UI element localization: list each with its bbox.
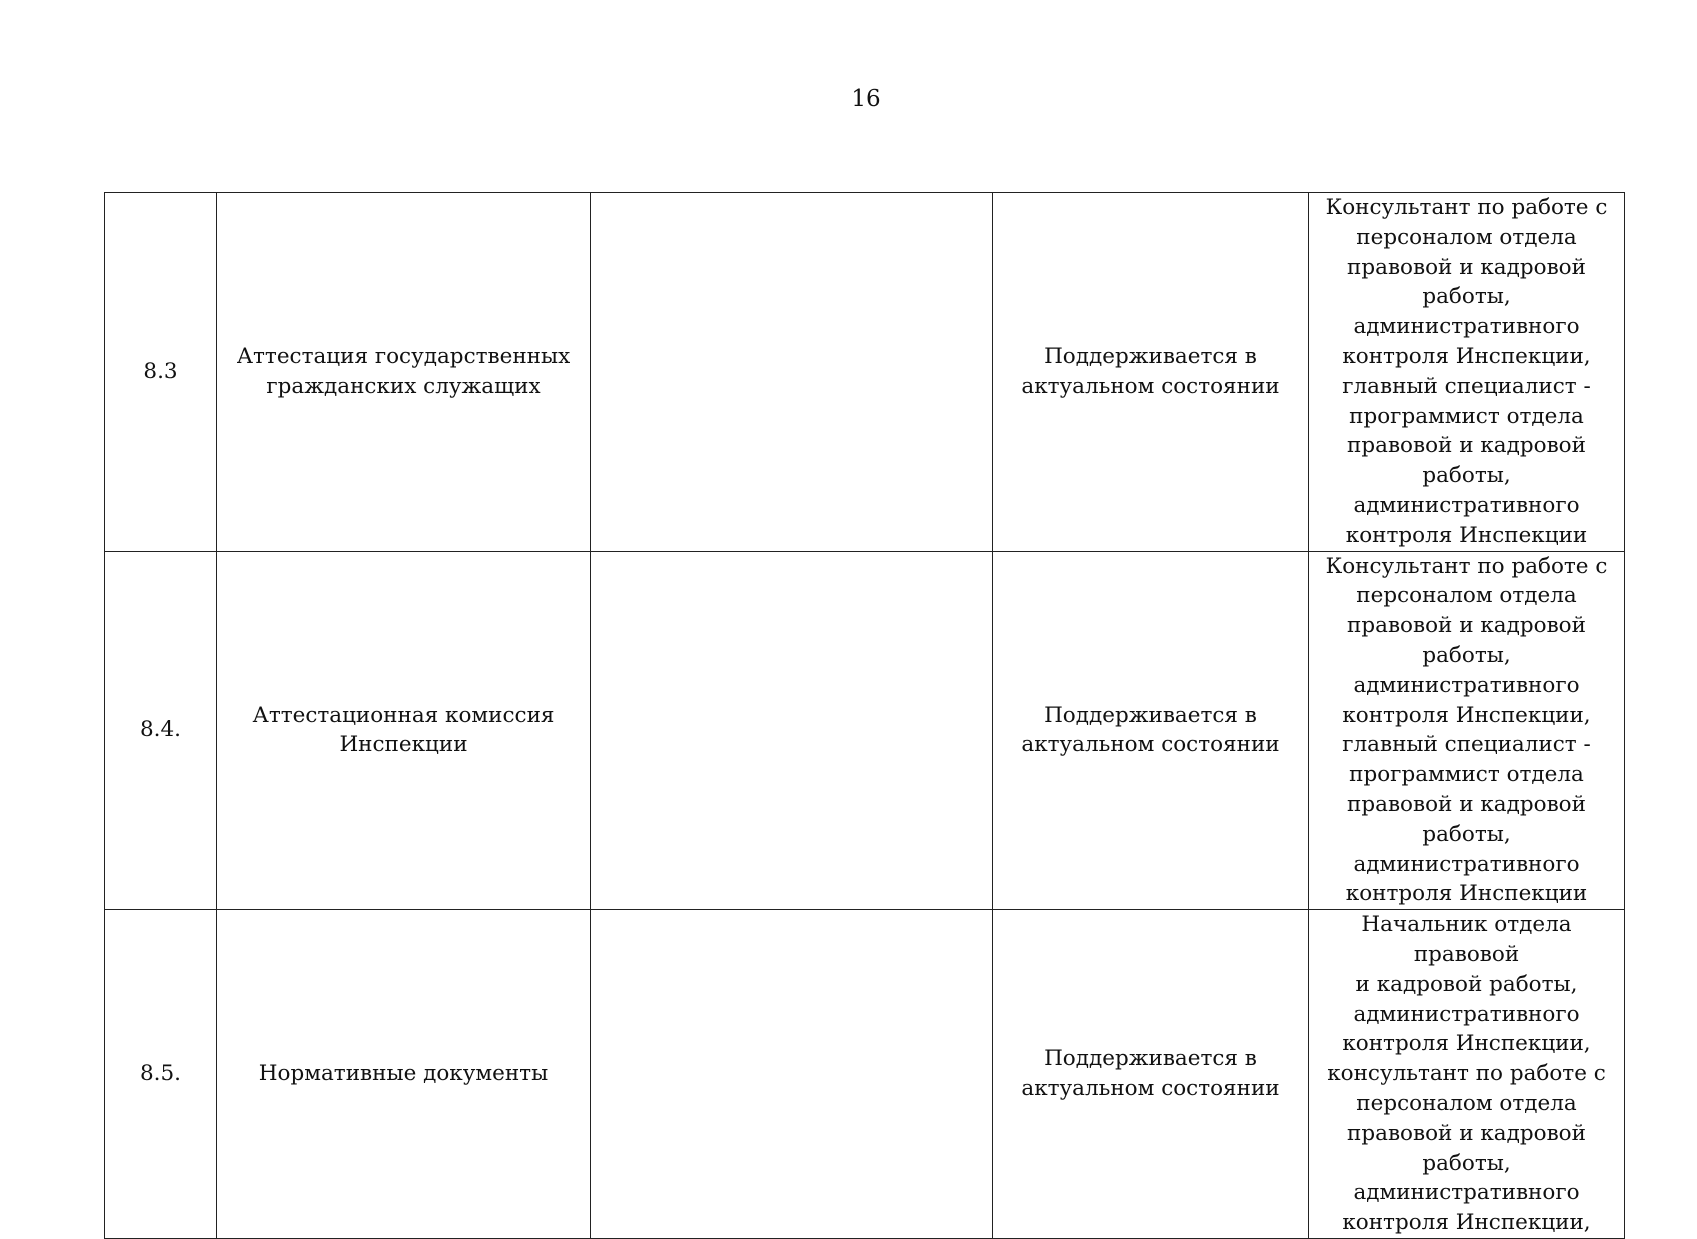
table-row bbox=[105, 910, 1625, 1239]
responsible-text: Начальник отдела правовой и кадровой работы, административного контроля Инспекции, консультант по работе с персоналом отдела правовой и кадровой работы, административного контроля Инспекции, bbox=[1327, 912, 1606, 1236]
register-table bbox=[104, 192, 1625, 1239]
empty-cell bbox=[591, 910, 993, 1239]
section-name: Нормативные документы bbox=[258, 1061, 549, 1087]
responsible-text: Консультант по работе с персоналом отдела правовой и кадровой работы, административного контроля Инспекции, главный специалист - программист отдела правовой и кадровой работы, административного контроля Инспекции bbox=[1325, 553, 1608, 907]
section-name: Аттестация государственных гражданских служащих bbox=[236, 343, 571, 399]
section-name-cell bbox=[217, 193, 591, 552]
table-row bbox=[105, 193, 1625, 552]
empty-cell bbox=[591, 193, 993, 552]
responsible-cell bbox=[1309, 193, 1625, 552]
status-cell bbox=[993, 551, 1309, 910]
status-text: Поддерживается в актуальном состоянии bbox=[1021, 1046, 1280, 1101]
section-name-cell bbox=[217, 551, 591, 910]
responsible-cell bbox=[1309, 910, 1625, 1239]
responsible-text: Консультант по работе с персоналом отдела правовой и кадровой работы, административного контроля Инспекции, главный специалист - программист отдела правовой и кадровой работы, административного контроля Инспекции bbox=[1325, 195, 1608, 548]
status-cell bbox=[993, 910, 1309, 1239]
row-number: 8.5. bbox=[139, 1061, 182, 1087]
page-number: 16 bbox=[851, 86, 881, 112]
row-number: 8.3 bbox=[143, 358, 178, 384]
row-number-cell bbox=[105, 910, 217, 1239]
status-cell bbox=[993, 193, 1309, 552]
row-number-cell bbox=[105, 551, 217, 910]
responsible-cell bbox=[1309, 551, 1625, 910]
table-row bbox=[105, 551, 1625, 910]
row-number-cell bbox=[105, 193, 217, 552]
section-name-cell bbox=[217, 910, 591, 1239]
status-text: Поддерживается в актуальном состоянии bbox=[1021, 702, 1280, 758]
row-number: 8.4. bbox=[139, 717, 182, 743]
section-name: Аттестационная комиссия Инспекции bbox=[252, 702, 555, 758]
empty-cell bbox=[591, 551, 993, 910]
status-text: Поддерживается в актуальном состоянии bbox=[1021, 343, 1280, 399]
